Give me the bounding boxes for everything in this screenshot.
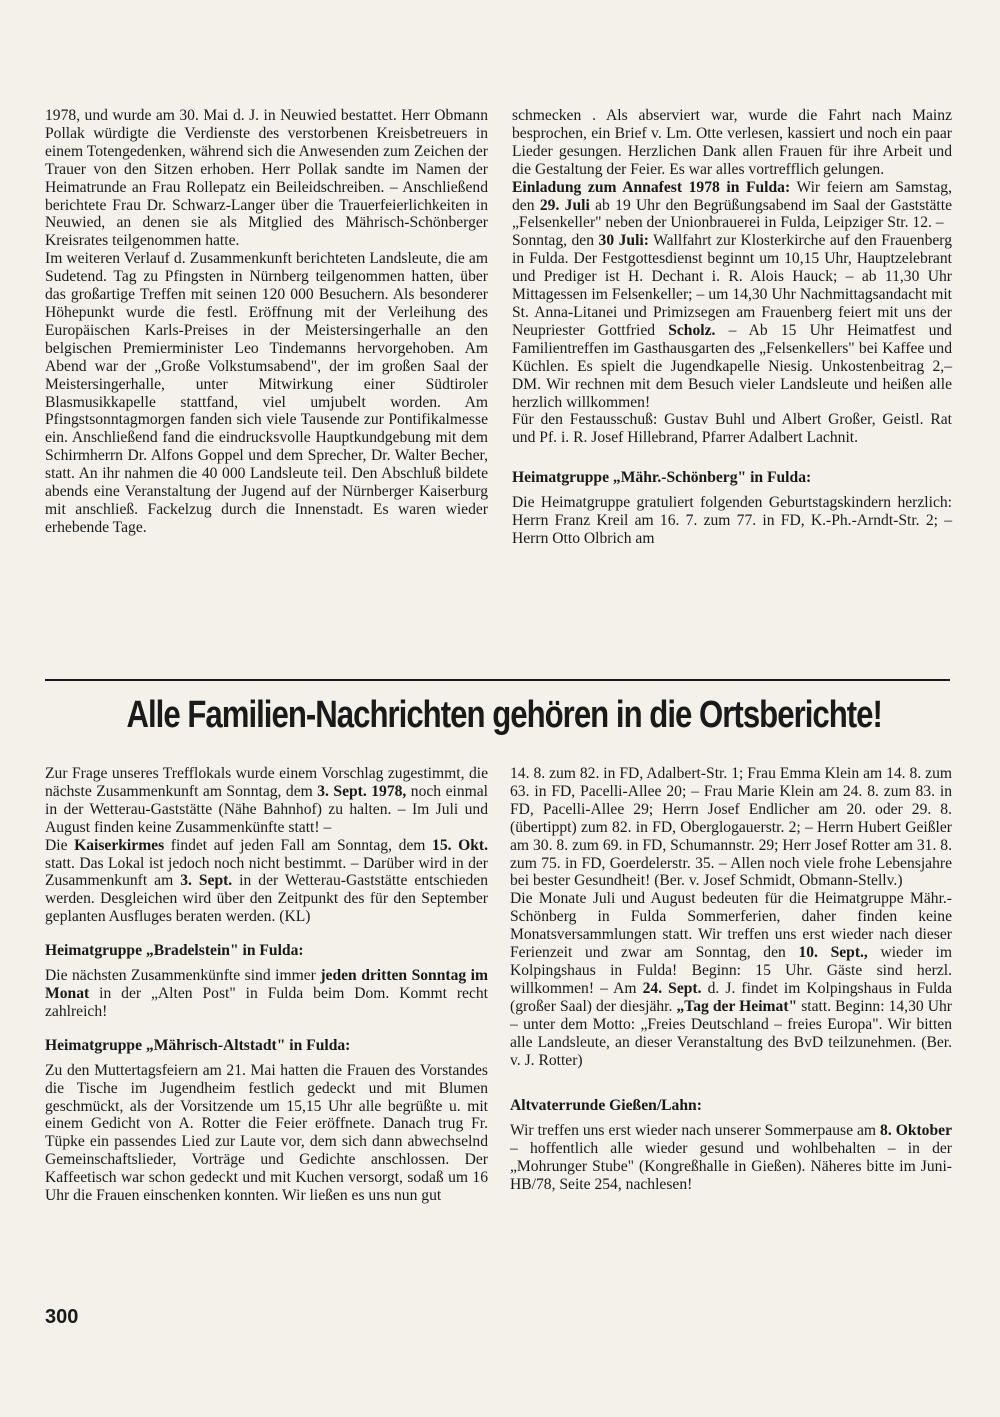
bold-text: 10. Sept., [798,944,868,962]
text: Die nächsten Zusammenkünfte sind immer [45,967,321,985]
text: Zur Frage unseres Trefflokals wurde einem Vorschlag zugestimmt, die nächste Zusammenkunft am Sonntag, dem [45,765,488,800]
paragraph [45,765,488,837]
bold-text: 24. Sept. [642,979,702,997]
column-top-right [512,107,952,548]
bold-text: 3. Sept. [180,872,233,890]
bold-text: 8. Oktober [880,1122,952,1140]
text: Die Monate Juli und August bedeuten für die Heimatgruppe Mähr.-Schönberg in Fulda Sommerferien, daher finden keine Monatsversammlungen statt. Wir treffen uns erst wieder nach dieser Ferienzeit und zwar am Sonntag, den [510,890,952,962]
paragraph: Zu den Muttertagsfeiern am 21. Mai hatten die Frauen des Vorstandes die Tische im Jugendheim festlich gedeckt und mit Blumen geschmückt, als der Vorsitzende um 15,15 Uhr alle begrüßte u. mit einem Gedicht von A. Rotter die Feier eröffnete. Danach trug Fr. Tüpke ein passendes Lied zur Laute vor, dem sich dann abwechselnd Gemeinschaftslieder, Vorträge und Gedichte anschlossen. Der Kaffeetisch war schon gedeckt und mit Kuchen versorgt, sodaß um 16 Uhr die Frauen einschenken konnten. Wir ließen es uns nun gut [45,1061,488,1205]
text: Sonntag, den [512,232,599,250]
bold-text: „Tag der Heimat" [676,997,798,1015]
column-bottom-right [510,765,952,1194]
paragraph: 1978, und wurde am 30. Mai d. J. in Neuwied bestattet. Herr Obmann Pollak würdigte die Verdienste des verstorbenen Kreisbetreuers in einem Totengedenken, während sich die Anwesenden zum Zeichen der Trauer von den Sitzen erhoben. Herr Pollak sandte im Namen der Heimatrunde an Frau Rollepatz ein Beileidschreiben. – Anschließend berichtete Frau Dr. Schwarz-Langer über die Trauerfeierlichkeiten in Neuwied, an denen sie als Mitglied des Mährisch-Schönberger Kreisrates teilgenommen hatte. [45,107,488,250]
text: wieder im Kolpingshaus in Fulda! Beginn: 15 Uhr. Gäste sind herzl. willkommen! – Am [510,944,952,997]
text: ab 19 Uhr den Begrüßungsabend im Saal der Gaststätte „Felsenkeller" neben der Unionbrauerei in Fulda, Leipziger Str. 12. – [512,196,953,232]
text: findet auf jeden Fall am Sonntag, dem [164,836,433,854]
bold-text: Scholz. [668,321,716,339]
bold-text: Einladung zum Annafest 1978 in Fulda: [512,178,791,196]
bold-text: 15. Okt. [432,836,488,854]
text: statt. Das Lokal ist jedoch noch nicht bestimmt. – Darüber wird in der Zusammenkunft am [45,854,488,890]
section-heading: Heimatgruppe „Bradelstein" in Fulda: [45,942,304,960]
column-top-left [45,107,488,537]
text: in der „Alten Post" in Fulda beim Dom. Kommt recht zahlreich! [45,984,488,1020]
section-heading: Heimatgruppe „Mährisch-Altstadt" in Fulda: [45,1036,351,1054]
text: Wir feiern am Samstag, den [512,178,952,214]
paragraph: Für den Festausschuß: Gustav Buhl und Albert Großer, Geistl. Rat und Pf. i. R. Josef Hillebrand, Pfarrer Adalbert Lachnit. [512,411,952,447]
text: – hoffentlich alle wieder gesund und wohlbehalten – in der „Mohrunger Stube" (Kongreßhalle in Gießen). Näheres bitte im Juni-HB/78, Seite 254, nachlesen! [510,1140,952,1194]
paragraph [510,890,952,1069]
text: Wallfahrt zur Klosterkirche auf den Frauenberg in Fulda. Der Festgottesdienst beginnt um 10,15 Uhr, Hauptzelebrant und Prediger ist H. Dechant i. R. Alois Hauck; – ab 11,30 Uhr Mittagessen im Felsenkeller; – um 14,30 Uhr Nachmittagsandacht mit St. Anna-Litanei und Primizsegen am Frauenberg feiert mit uns der Neupriester Gottfried [512,232,953,339]
paragraph [512,232,952,411]
paragraph [45,967,488,1021]
text: in der Wetterau-Gaststätte entschieden werden. Desgleichen wird über den Zeitpunkt des für den September geplanten Ausfluges beraten werden. (KL) [45,872,489,926]
text: d. J. findet im Kolpingshaus in Fulda (großer Saal) der diesjähr. [510,979,953,1015]
section-heading: Heimatgruppe „Mähr.-Schönberg" in Fulda: [512,469,812,487]
text: Die [45,836,75,854]
text: statt. Beginn: 14,30 Uhr – unter dem Motto: „Freies Deutschland – freies Europa". Wir bitten alle Landsleute, an dieser Veranstaltung des BvD teilzunehmen. (Ber. v. J. Rotter) [510,997,952,1069]
paragraph: 14. 8. zum 82. in FD, Adalbert-Str. 1; Frau Emma Klein am 14. 8. zum 63. in FD, Pacelli-Allee 20; – Frau Marie Klein am 24. 8. zum 83. in FD, Pacelli-Allee 29; Herrn Josef Endlicher am 20. oder 29. 8. (übertippt) zum 82. in FD, Oberglogauerstr. 2; – Herrn Hubert Geißler am 30. 8. zum 69. in FD, Schumannstr. 29; Herr Josef Rotter am 31. 8. zum 75. in FD, Goerdelerstr. 35. – Allen noch viele frohe Lebensjahre bei bester Gesundheit! (Ber. v. Josef Schmidt, Obmann-Stellv.) [510,765,952,890]
paragraph [512,179,952,233]
section-heading: Altvaterrunde Gießen/Lahn: [510,1097,702,1115]
banner-headline: Alle Familien-Nachrichten gehören in die Ortsberichte! [126,694,882,736]
paragraph [510,1122,952,1194]
bold-text: jeden dritten Sonntag im Monat [45,967,488,1002]
text: – Ab 15 Uhr Heimatfest und Familientreffen im Gasthausgarten des „Felsenkellers" bei Kaffee und Küchlen. Es spielt die Jugendkapelle Niesig. Unkostenbeitrag 2,– DM. Wir rechnen mit dem Besuch vieler Landsleute und heißen alle herzlich willkommen! [512,321,952,411]
paragraph: Im weiteren Verlauf d. Zusammenkunft berichteten Landsleute, die am Sudetend. Tag zu Pfingsten in Nürnberg teilgenommen hatten, über das großartige Treffen mit seinen 120 000 Besuchern. Als besonderer Höhepunkt wurde die festl. Eröffnung mit der Verleihung des Europäischen Karls-Preises in der Meistersingerhalle an den belgischen Premierminister Leo Tindemanns hervorgehoben. Am Abend war der „Große Volkstumsabend", der im großen Saal der Meistersingerhalle, unter Mitwirkung einer Südtiroler Blasmusikkapelle stattfand, viel umjubelt worden. Am Pfingstsonntagmorgen fanden sich viele Tausende zur Pontifikalmesse ein. Anschließend fand die eindrucksvolle Hauptkundgebung mit dem Schirmherrn Dr. Alfons Goppel und dem Sprecher, Dr. Walter Becher, statt. An ihr nahmen die 40 000 Landsleute teil. Den Abschluß bildete abends eine Veranstaltung der Jugend auf der Nürnberger Kaiserburg mit anschließ. Fackelzug durch die Innenstadt. Es waren wieder erhebende Tage. [45,250,488,536]
bold-text: 3. Sept. 1978, [317,782,407,800]
bold-text: 30 Juli: [598,232,649,250]
paragraph: Die Heimatgruppe gratuliert folgenden Geburtstagskindern herzlich: Herrn Franz Kreil am 16. 7. zum 77. in FD, K.-Ph.-Arndt-Str. 2; – Herrn Otto Olbrich am [512,494,952,547]
column-bottom-left [45,765,488,1205]
paragraph [45,837,488,927]
page-number: 300 [45,1306,79,1328]
text: noch einmal in der Wetterau-Gaststätte (Nähe Bahnhof) zu halten. – Im Juli und August finden keine Zusammenkünfte statt! – [45,782,488,836]
text: Wir treffen uns erst wieder nach unserer Sommerpause am [510,1122,881,1140]
bold-text: Kaiserkirmes [74,836,165,854]
banner-rule [45,679,950,681]
bold-text: 29. Juli [539,196,590,214]
paragraph: schmecken . Als abserviert war, wurde die Fahrt nach Mainz besprochen, ein Brief v. Lm. Otte verlesen, kassiert und noch ein paar Lieder gesungen. Herzlichen Dank allen Frauen für ihre Arbeit und die Gestaltung der Feier. Es war alles vortrefflich gelungen. [512,107,952,178]
